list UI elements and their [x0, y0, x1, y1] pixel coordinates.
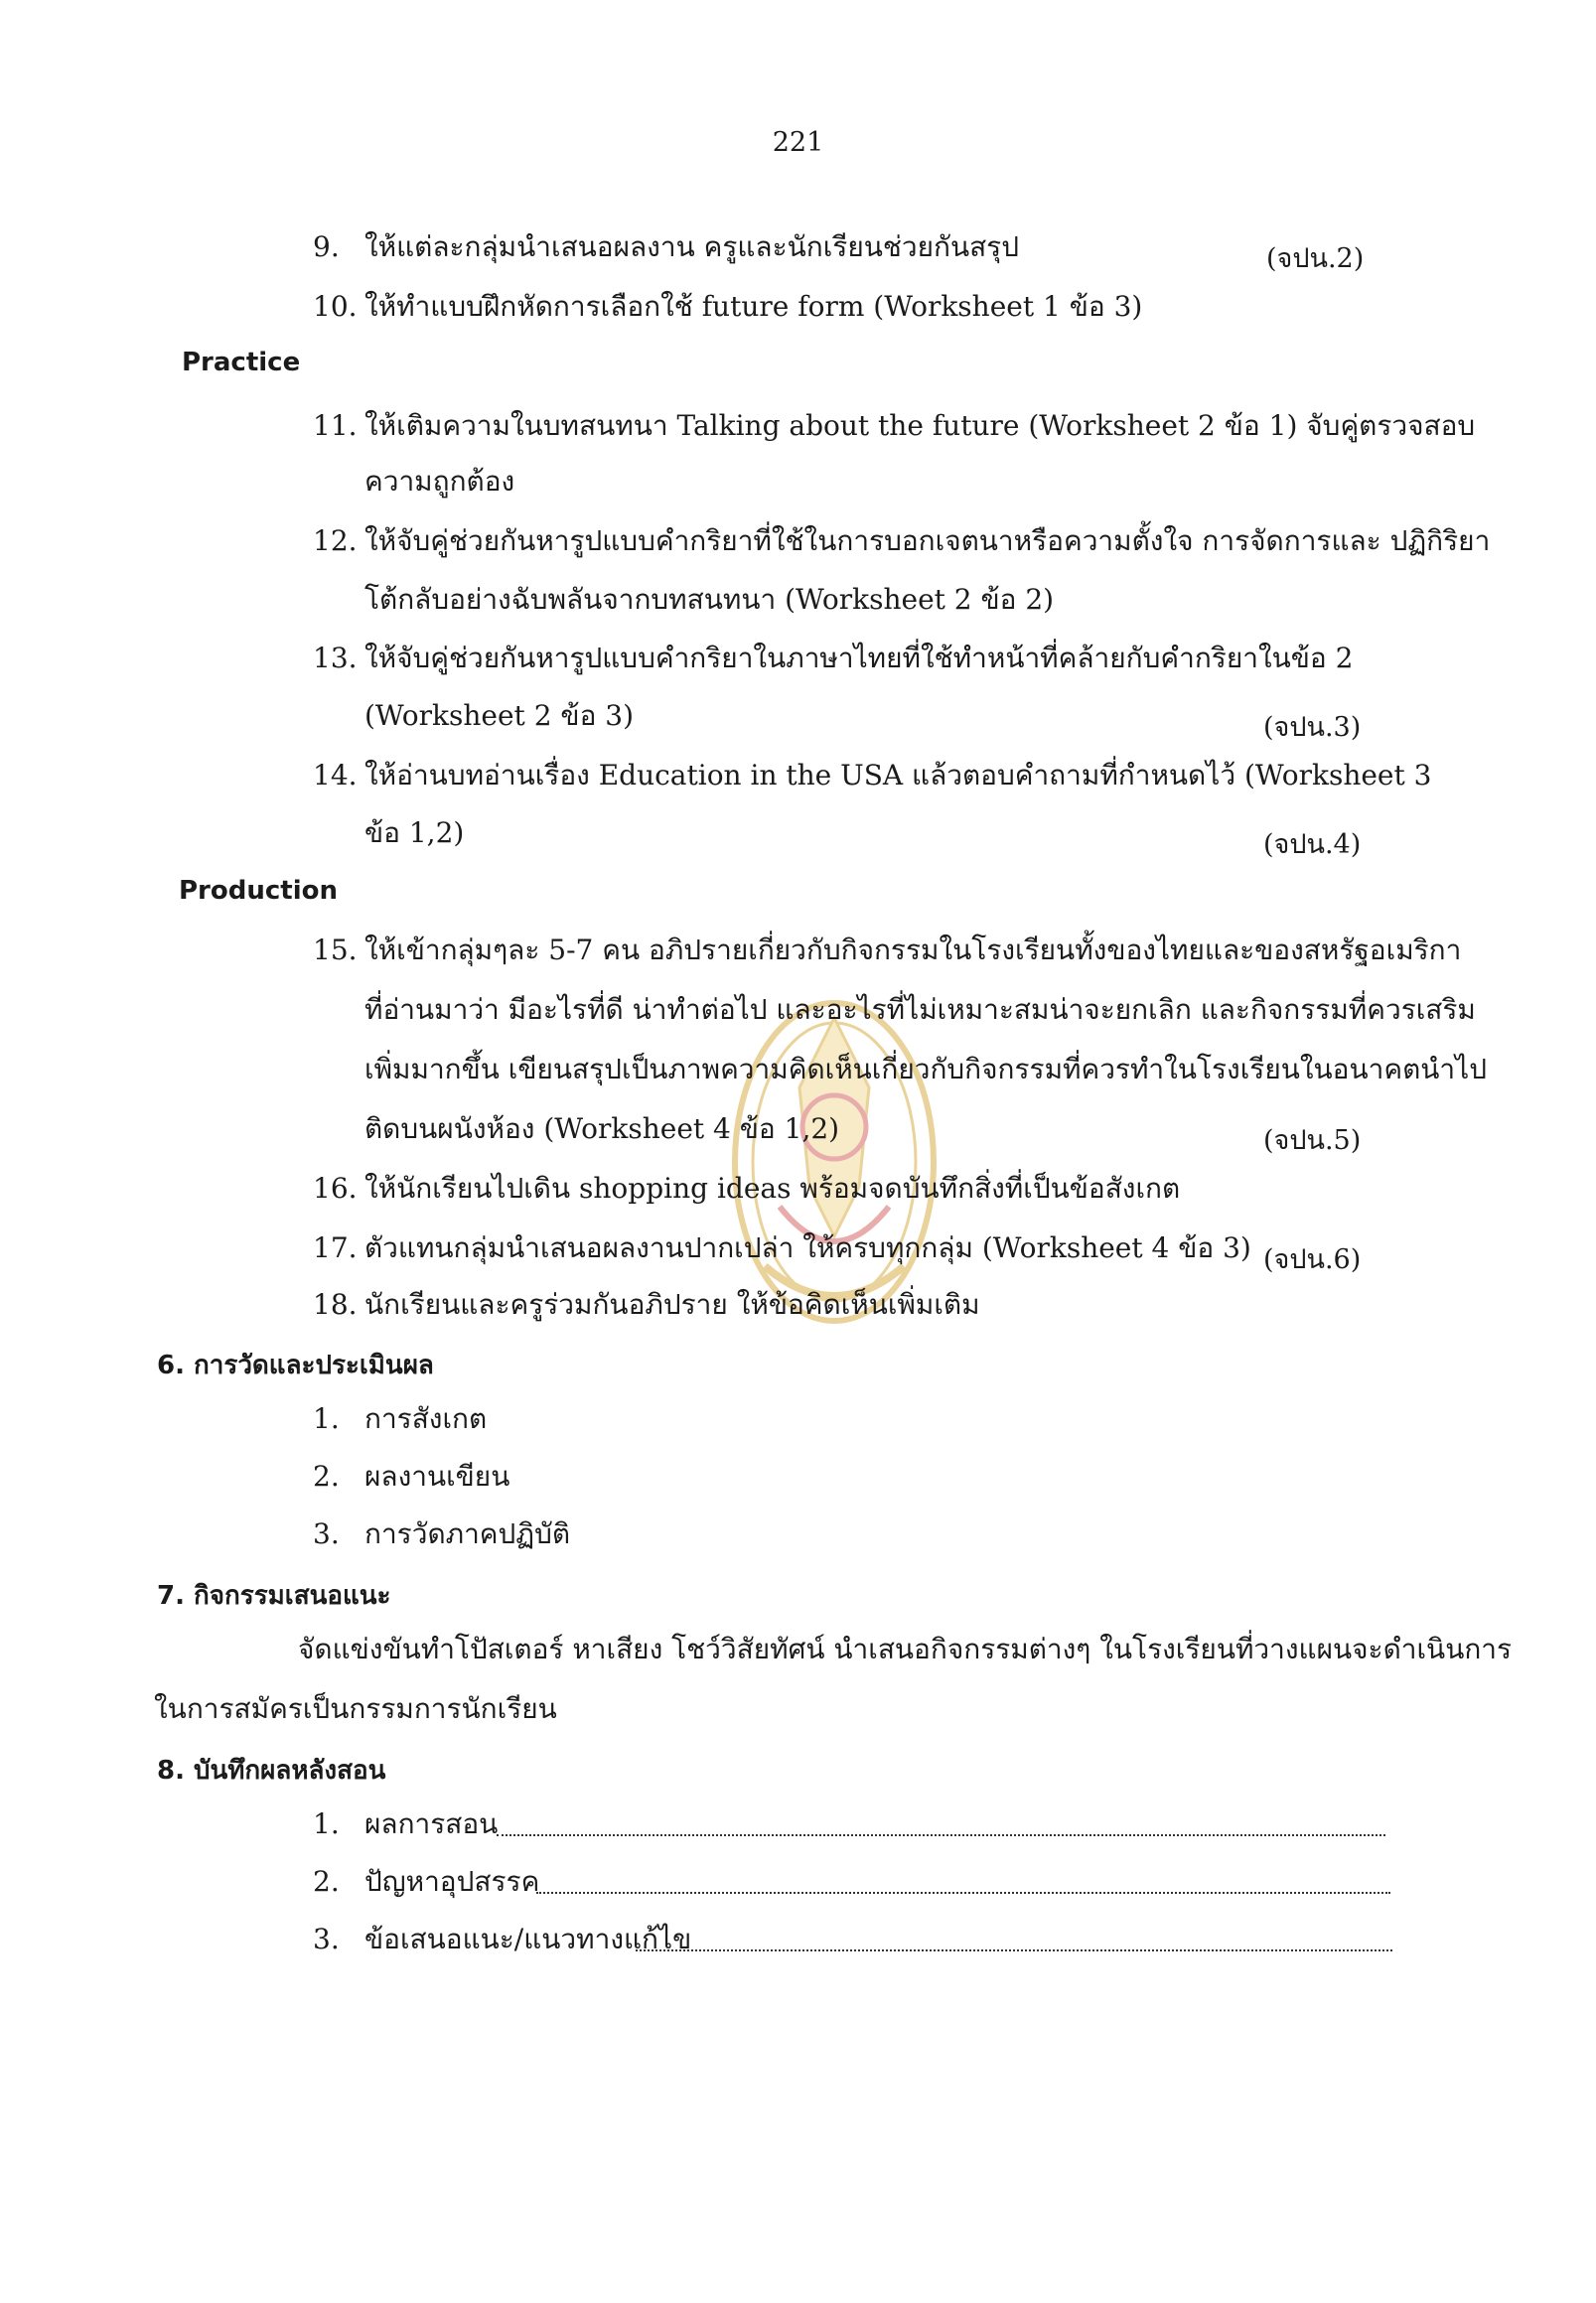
item-number: 11.: [313, 409, 358, 442]
item-text: การวัดภาคปฏิบัติ: [364, 1517, 571, 1550]
item-text: นักเรียนและครูร่วมกันอภิปราย ให้ข้อคิดเห็นเพิ่มเติม: [364, 1288, 980, 1321]
item-number: 14.: [313, 759, 358, 792]
list-item: [313, 1460, 509, 1494]
item-number: 1.: [313, 1807, 340, 1840]
list-item: [313, 409, 1475, 443]
item-text: ให้ทำแบบฝึกหัดการเลือกใช้ future form (Worksheet 1 ข้อ 3): [364, 290, 1143, 323]
section-8-heading: 8. บันทึกผลหลังสอน: [157, 1756, 386, 1786]
item-continuation: ข้อ 1,2): [364, 816, 465, 849]
production-heading: Production: [179, 876, 338, 906]
item-number: 10.: [313, 290, 358, 323]
paragraph-line: จัดแข่งขันทำโปัสเตอร์ หาเสียง โชว์วิสัยทัศน์ นำเสนอกิจกรรมต่างๆ ในโรงเรียนที่วางแผนจะดำเนินการ: [298, 1633, 1513, 1665]
item-number: 1.: [313, 1402, 340, 1435]
list-item: [313, 1517, 570, 1551]
list-item: [313, 759, 1431, 792]
item-number: 9.: [313, 230, 340, 263]
list-item: [313, 290, 1142, 324]
item-text: ข้อเสนอแนะ/แนวทางแก้ไข: [364, 1923, 692, 1955]
item-continuation: (Worksheet 2 ข้อ 3): [364, 699, 635, 732]
item-number: 2.: [313, 1460, 340, 1493]
reference-code: (จปน.3): [1263, 712, 1362, 743]
item-text: ให้อ่านบทอ่านเรื่อง Education in the USA แล้วตอบคำถามที่กำหนดไว้ (Worksheet 3: [364, 759, 1432, 792]
section-7-heading: 7. กิจกรรมเสนอแนะ: [157, 1581, 391, 1611]
item-text: ให้นักเรียนไปเดิน shopping ideas พร้อมจดบันทึกสิ่งที่เป็นข้อสังเกต: [364, 1172, 1181, 1205]
item-text: ให้จับคู่ช่วยกันหารูปแบบคำกริยาที่ใช้ในการบอกเจตนาหรือความตั้งใจ การจัดการและ ปฏิกิริยา: [364, 524, 1491, 557]
list-item: [313, 1172, 1180, 1206]
dotted-fill-line: [497, 1834, 1385, 1836]
item-continuation: ติดบนผนังห้อง (Worksheet 4 ข้อ 1,2): [364, 1112, 840, 1145]
paragraph-line: ในการสมัครเป็นกรรมการนักเรียน: [154, 1692, 557, 1725]
item-number: 3.: [313, 1923, 340, 1955]
list-item: [313, 524, 1490, 558]
item-text: ผลการสอน: [364, 1807, 499, 1840]
item-number: 17.: [313, 1231, 358, 1264]
item-number: 13.: [313, 642, 358, 674]
list-item: [313, 1231, 1251, 1265]
item-number: 15.: [313, 934, 358, 966]
reference-code: (จปน.6): [1263, 1244, 1362, 1275]
item-continuation: ความถูกต้อง: [364, 465, 515, 498]
item-number: 3.: [313, 1517, 340, 1550]
item-number: 16.: [313, 1172, 358, 1205]
item-continuation: เพิ่มมากขึ้น เขียนสรุปเป็นภาพความคิดเห็นเกี่ยวกับกิจกรรมที่ควรทำในโรงเรียนในอนาคตนำไป: [364, 1053, 1487, 1085]
item-text: ให้เข้ากลุ่มๆละ 5-7 คน อภิปรายเกี่ยวกับกิจกรรมในโรงเรียนทั้งของไทยและของสหรัฐอเมริกา: [364, 934, 1462, 966]
item-text: ปัญหาอุปสรรค: [364, 1865, 540, 1898]
page-number: 221: [772, 127, 824, 158]
list-item: [313, 1288, 980, 1322]
item-text: การสังเกต: [364, 1402, 488, 1435]
item-continuation: โต้กลับอย่างฉับพลันจากบทสนทนา (Worksheet 2 ข้อ 2): [364, 583, 1055, 616]
item-text: ผลงานเขียน: [364, 1460, 510, 1493]
list-item: [313, 1807, 498, 1841]
item-number: 12.: [313, 524, 358, 557]
reference-code: (จปน.5): [1263, 1125, 1362, 1156]
list-item: [313, 642, 1353, 675]
reference-code: (จปน.2): [1266, 243, 1365, 274]
list-item: [313, 230, 1019, 264]
item-text: ให้จับคู่ช่วยกันหารูปแบบคำกริยาในภาษาไทยที่ใช้ทำหน้าที่คล้ายกับคำกริยาในข้อ 2: [364, 642, 1354, 674]
item-number: 2.: [313, 1865, 340, 1898]
list-item: [313, 1402, 487, 1436]
item-number: 18.: [313, 1288, 358, 1321]
list-item: [313, 1865, 539, 1899]
item-text: ให้เติมความในบทสนทนา Talking about the future (Worksheet 2 ข้อ 1) จับคู่ตรวจสอบ: [364, 409, 1476, 442]
item-text: ตัวแทนกลุ่มนำเสนอผลงานปากเปล่า ให้ครบทุกกลุ่ม (Worksheet 4 ข้อ 3): [364, 1231, 1251, 1264]
list-item: [313, 934, 1461, 967]
dotted-fill-line: [536, 1892, 1390, 1894]
reference-code: (จปน.4): [1263, 829, 1362, 860]
dotted-fill-line: [636, 1949, 1392, 1951]
practice-heading: Practice: [182, 348, 301, 377]
item-continuation: ที่อ่านมาว่า มีอะไรที่ดี น่าทำต่อไป และอะไรที่ไม่เหมาะสมน่าจะยกเลิก และกิจกรรมที่ควรเสริม: [364, 993, 1476, 1026]
item-text: ให้แต่ละกลุ่มนำเสนอผลงาน ครูและนักเรียนช่วยกันสรุป: [364, 230, 1019, 263]
section-6-heading: 6. การวัดและประเมินผล: [157, 1351, 434, 1380]
